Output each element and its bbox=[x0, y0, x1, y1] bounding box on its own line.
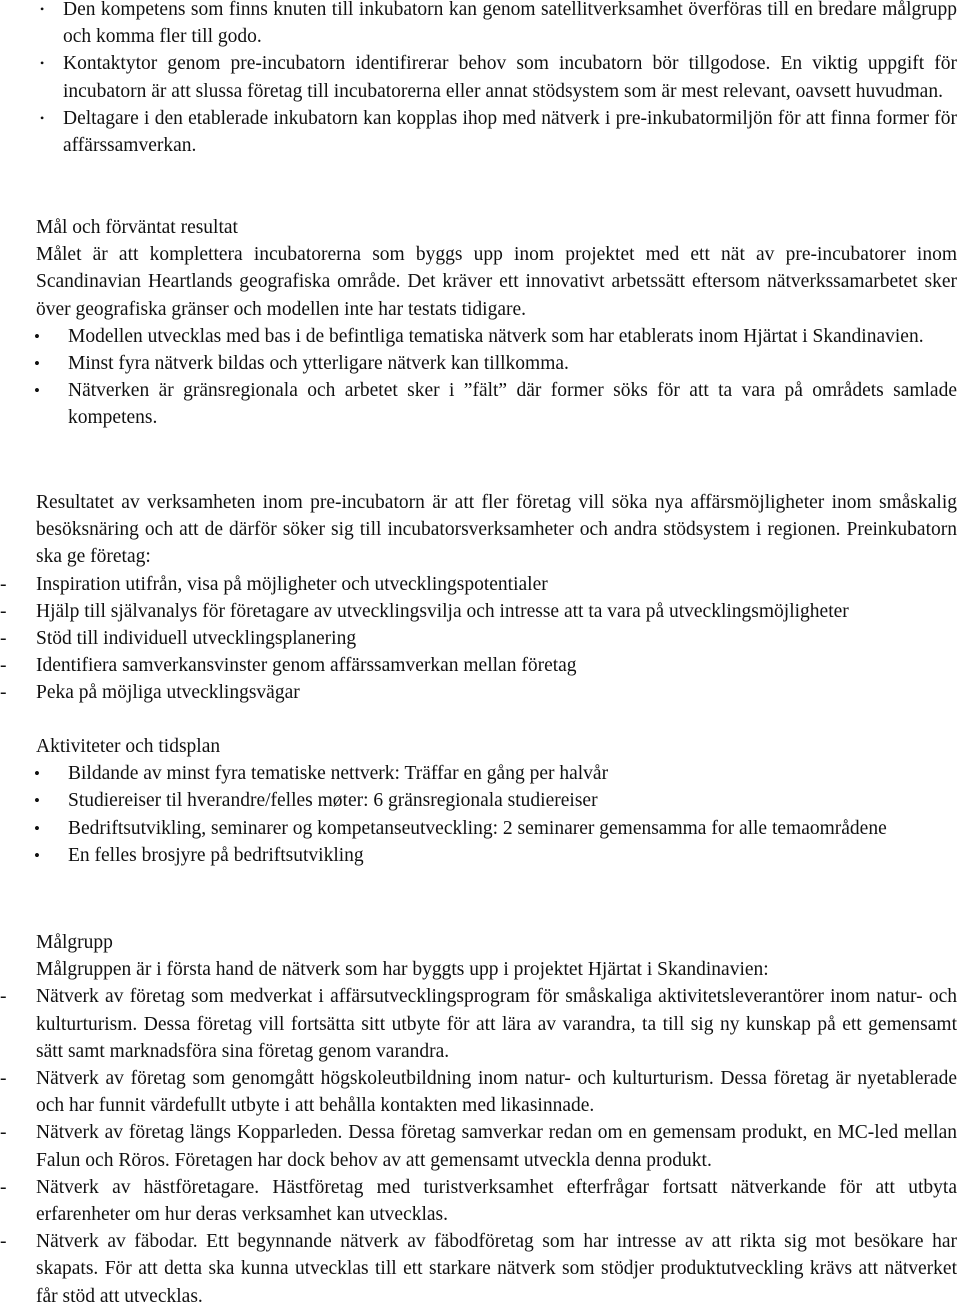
list-item-text: Stöd till individuell utvecklingsplanering bbox=[36, 628, 357, 650]
list-item-text: Studiereiser til hverandre/felles møter: 6 gränsregionala studiereiser bbox=[68, 790, 598, 812]
list-item bbox=[0, 598, 957, 625]
list-item-text: Nätverken är gränsregionala och arbetet sker i ”fält” där former söks för att ta vara på områdets samlade kompetens. bbox=[68, 380, 957, 429]
mal-section bbox=[36, 214, 957, 432]
dash-icon: - bbox=[0, 1231, 7, 1253]
list-item-text: Den kompetens som finns knuten till inkubatorn kan genom satellitverksamhet överföras till en bredare målgrupp och komma fler till godo. bbox=[63, 0, 957, 48]
list-item-text: Modellen utvecklas med bas i de befintliga tematiska nätverk som har etablerats inom Hjärtat i Skandinavien. bbox=[68, 325, 924, 347]
list-item-text: Minst fyra nätverk bildas och ytterligare nätverk kan tillkomma. bbox=[68, 353, 569, 375]
list-item bbox=[0, 1174, 957, 1228]
dash-icon: - bbox=[0, 600, 7, 622]
section-heading: Aktiviteter och tidsplan bbox=[36, 736, 221, 757]
bullet-icon: • bbox=[34, 354, 40, 374]
malgrupp-section bbox=[0, 929, 957, 1310]
dash-icon: - bbox=[0, 628, 7, 650]
section-paragraph: Målet är att komplettera incubatorerna som byggs upp inom projektet med ett nät av pre-incubatorer inom Scandinavian Heartlands geografiska område. Det kräver ett innovativt arbetssätt eftersom nätverkssamarbetet sker över geografiska gränser och modellen inte har testats tidigare. bbox=[36, 244, 957, 320]
dash-icon: - bbox=[0, 1068, 7, 1090]
list-item-text: Nätverk av fäbodar. Ett begynnande nätverk av fäbodföretag som har intresse av att rikta sig mot besökare har skapats. För att detta ska kunna utvecklas till ett starkare nätverk som stödjer produktutveckling krävs att nätverket får stöd att utvecklas. bbox=[36, 1231, 957, 1307]
dash-icon: - bbox=[0, 986, 7, 1008]
list-item-text: Peka på möjliga utvecklingsvägar bbox=[36, 682, 300, 704]
list-item bbox=[0, 760, 957, 787]
list-item-text: Nätverk av företag längs Kopparleden. Dessa företag samverkar redan om en gemensam produkt, en MC-led mellan Falun och Röros. Företagen har dock behov av att gemensamt utveckla denna produkt. bbox=[36, 1122, 957, 1171]
aktiviteter-section bbox=[36, 733, 957, 869]
list-item bbox=[0, 377, 957, 431]
bullet-icon: • bbox=[40, 110, 45, 125]
dash-icon: - bbox=[0, 1122, 7, 1144]
bullet-icon: • bbox=[34, 818, 40, 838]
list-item-text: Nätverk av företag som genomgått högskoleutbildning inom natur- och kulturturism. Dessa företag är nyetablerade och har funnit värdefullt utbyte i att behålla kontakten med likasinnade. bbox=[36, 1068, 957, 1117]
list-item bbox=[0, 350, 957, 377]
bullet-icon: • bbox=[34, 845, 40, 865]
list-item-text: Nätverk av företag som medverkat i affärsutvecklingsprogram för småskaliga aktivitetsleverantörer inom natur- och kulturturism. Dessa företag vill fortsätta sitt utbyte för att lära av varandra, ta till sig ny kunskap på ett gemensamt sätt samt marknadsföra sina företag genom varandra. bbox=[36, 986, 957, 1062]
section-paragraph: Målgruppen är i första hand de nätverk som har byggts upp i projektet Hjärtat i Skandinavien: bbox=[36, 959, 769, 981]
list-item bbox=[0, 842, 957, 869]
list-item bbox=[0, 679, 957, 706]
list-item bbox=[0, 983, 957, 1065]
intro-bullet-list bbox=[36, 0, 957, 159]
list-item-text: Bedriftsutvikling, seminarer og kompetanseutveckling: 2 seminarer gemensamma for alle temaområdene bbox=[68, 817, 887, 839]
list-item-text: En felles brosjyre på bedriftsutvikling bbox=[68, 844, 364, 866]
list-item-text: Bildande av minst fyra tematiske nettverk: Träffar en gång per halvår bbox=[68, 763, 609, 785]
list-item-text: Hjälp till självanalys för företagare av utvecklingsvilja och intresse att ta vara på utvecklingsmöjligheter bbox=[36, 600, 849, 622]
list-item bbox=[0, 1065, 957, 1119]
list-item bbox=[0, 323, 957, 350]
dash-icon: - bbox=[0, 1176, 7, 1198]
dash-icon: - bbox=[0, 655, 7, 677]
section-heading: Mål och förväntat resultat bbox=[36, 217, 238, 238]
list-item-text: Deltagare i den etablerade inkubatorn kan kopplas ihop med nätverk i pre-inkubatormiljön för att finna former för affärssamverkan. bbox=[63, 107, 957, 157]
bullet-icon: • bbox=[34, 381, 40, 401]
list-item bbox=[0, 625, 957, 652]
list-item bbox=[36, 0, 957, 50]
dash-icon: - bbox=[0, 573, 7, 595]
list-item-text: Kontaktytor genom pre-incubatorn identifirerar behov som incubatorn bör tillgodose. En viktig uppgift för incubatorn är att slussa företag till incubatorerna eller annat stödsystem som är mest relevant, oavsett huvudman. bbox=[63, 53, 957, 102]
list-item bbox=[36, 50, 957, 104]
section-heading: Målgrupp bbox=[36, 932, 113, 953]
bullet-icon: • bbox=[34, 326, 40, 346]
list-item bbox=[0, 652, 957, 679]
list-item-text: Identifiera samverkansvinster genom affärssamverkan mellan företag bbox=[36, 655, 577, 677]
section-paragraph: Resultatet av verksamheten inom pre-incubatorn är att fler företag vill söka nya affärsmöjligheter inom småskalig besöksnäring och att de därför söker sig till incubatorsverksamheter och andra stödsystem i regionen. Preinkubatorn ska ge företag: bbox=[36, 492, 957, 568]
dash-icon: - bbox=[0, 682, 7, 704]
resultat-section bbox=[0, 489, 957, 707]
list-item bbox=[0, 787, 957, 814]
list-item-text: Inspiration utifrån, visa på möjligheter och utvecklingspotentialer bbox=[36, 573, 548, 595]
bullet-icon: • bbox=[40, 56, 45, 71]
list-item bbox=[0, 815, 957, 842]
list-item bbox=[0, 1228, 957, 1310]
bullet-icon: • bbox=[40, 2, 45, 16]
bullet-icon: • bbox=[34, 764, 40, 784]
list-item bbox=[0, 571, 957, 598]
bullet-icon: • bbox=[34, 791, 40, 811]
list-item-text: Nätverk av hästföretagare. Hästföretag med turistverksamhet efterfrågar fortsatt nätverkande för att utbyta erfarenheter om hur deras verksamhet kan utvecklas. bbox=[36, 1176, 957, 1226]
list-item bbox=[0, 1119, 957, 1173]
list-item bbox=[36, 105, 957, 159]
